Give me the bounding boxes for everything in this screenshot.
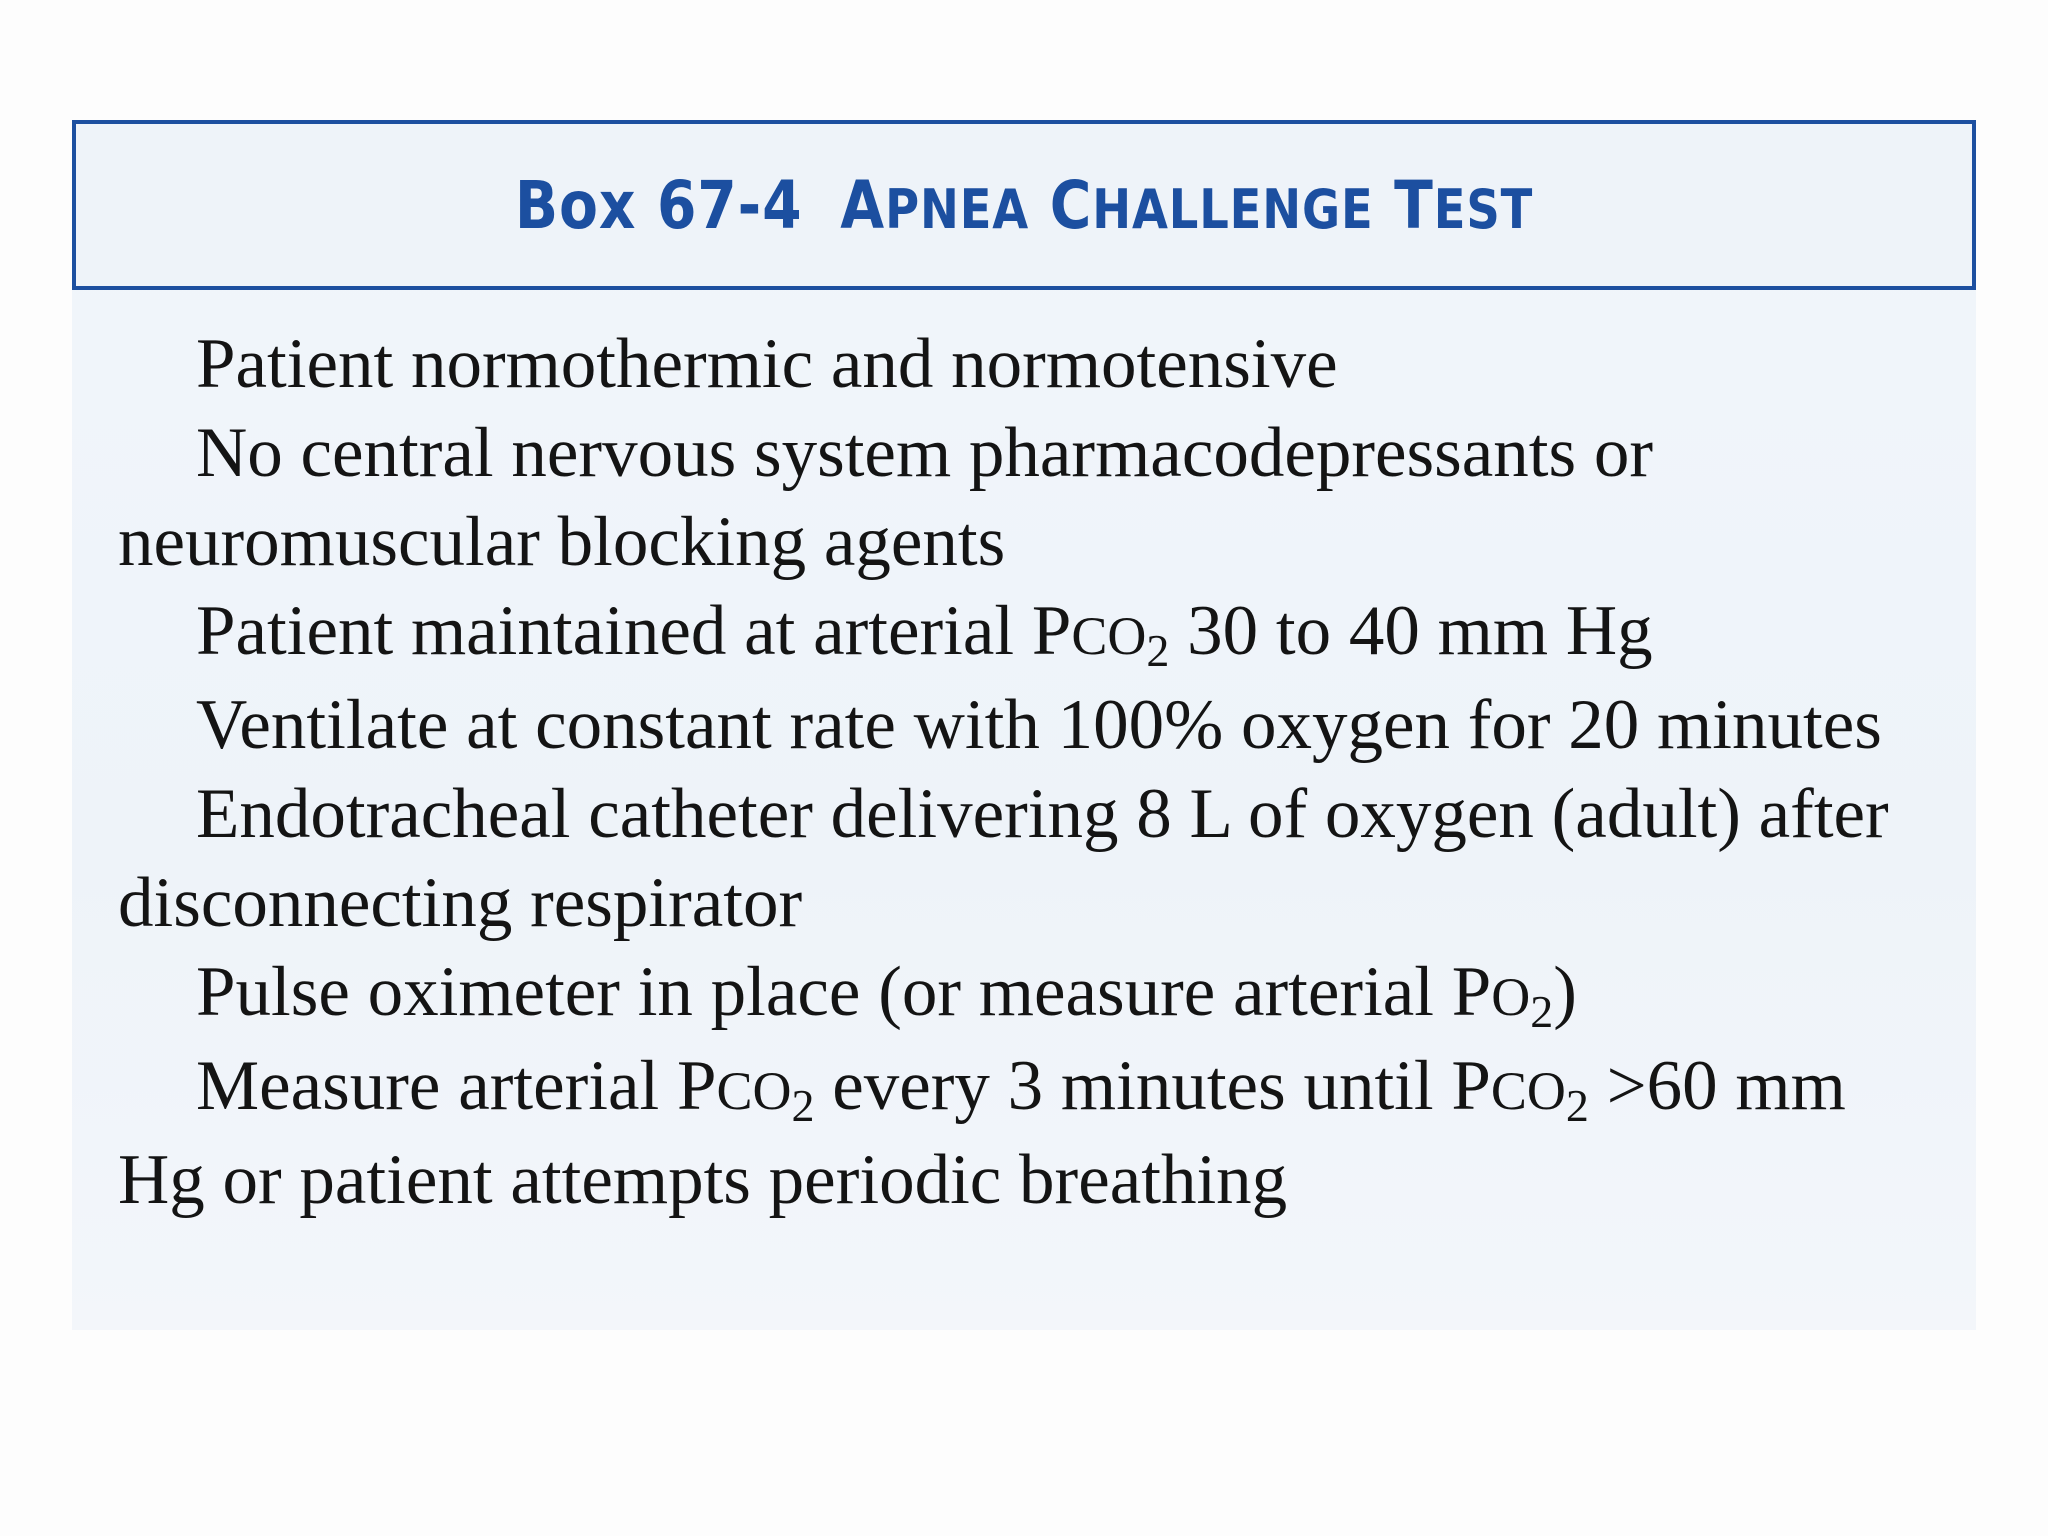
item-text: every 3 minutes until P: [814, 1047, 1491, 1125]
list-item: [118, 587, 1918, 681]
title-initial-t: T: [1394, 166, 1434, 244]
item-text: Measure arterial P: [196, 1047, 717, 1125]
subscript: 2: [1530, 986, 1554, 1037]
item-text: ): [1553, 953, 1577, 1031]
box-number: Box 67-4: [514, 166, 803, 244]
item-text: O: [1491, 967, 1531, 1027]
list-item: [118, 1042, 1918, 1225]
item-text: Patient maintained at arterial P: [196, 592, 1072, 670]
title-initial-a: A: [840, 166, 886, 244]
apnea-challenge-box: [72, 120, 1976, 1330]
box-header: [72, 120, 1976, 290]
list-item: Endotracheal catheter delivering 8 L of oxygen (adult) after disconnecting respirator: [118, 775, 1889, 942]
item-text: >60 mm Hg or patient attempts periodic breathing: [118, 1047, 1846, 1219]
box-body: [118, 320, 1918, 1225]
item-text: CO: [716, 1061, 792, 1121]
subscript: 2: [1146, 625, 1170, 676]
list-item: No central nervous system pharmacodepressants or neuromuscular blocking agents: [118, 414, 1654, 581]
box-title: [515, 167, 1533, 244]
subscript: 2: [791, 1080, 815, 1131]
title-word-challenge-rest: HALLENGE: [1092, 177, 1374, 241]
item-text: 30 to 40 mm Hg: [1169, 592, 1653, 670]
title-word-test-rest: EST: [1433, 177, 1534, 241]
list-item: Patient normothermic and normotensive: [196, 325, 1338, 403]
title-initial-c: C: [1049, 166, 1093, 244]
item-text: CO: [1071, 606, 1147, 666]
item-text: CO: [1490, 1061, 1566, 1121]
subscript: 2: [1565, 1080, 1589, 1131]
list-item: Ventilate at constant rate with 100% oxygen for 20 minutes: [196, 686, 1882, 764]
item-text: Pulse oximeter in place (or measure arterial P: [196, 953, 1492, 1031]
title-word-apnea-rest: PNEA: [885, 177, 1030, 241]
list-item: [118, 948, 1918, 1042]
